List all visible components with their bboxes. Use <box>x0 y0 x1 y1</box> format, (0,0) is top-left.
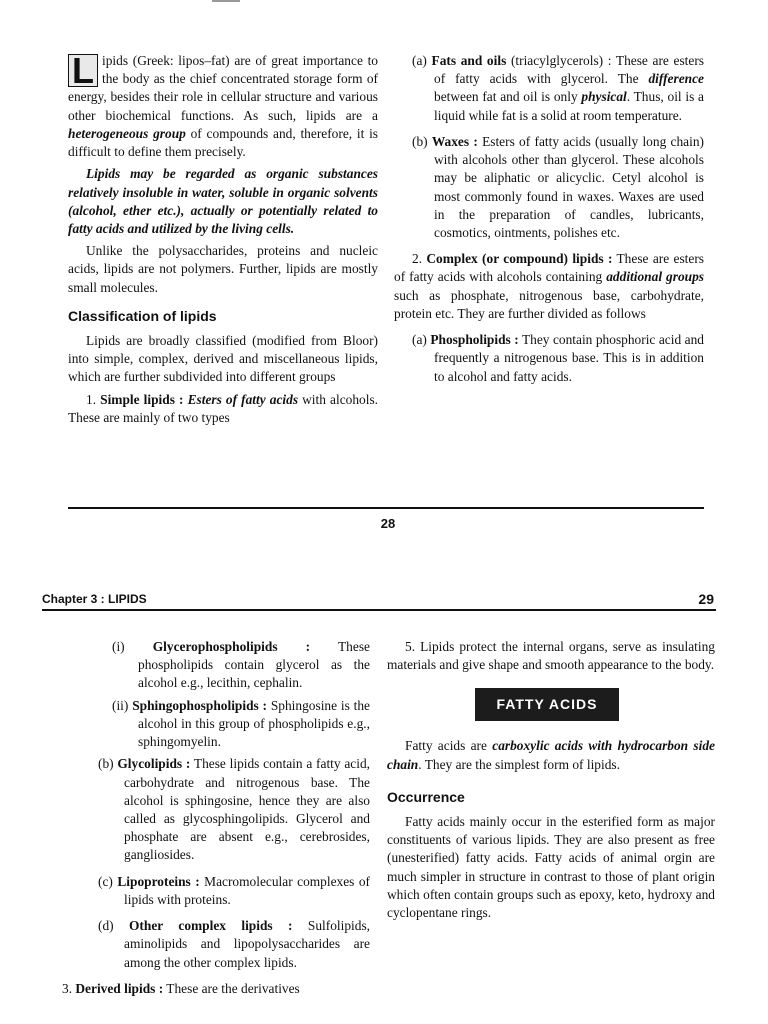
waxes-item: (b) Waxes : Esters of fatty acids (usually long chain) with alcohols other than glycerol. These alcohols may be aliphatic or alicyclic. Cetyl alcohol is most commonly found in waxes. Waxes are used in the preparation of candles, lubricants, cosmotics, ointments, polishes etc. <box>412 133 704 240</box>
other-complex-lipids-item: (d) Other complex lipids : Sulfolipids, aminolipids and lipopolysaccharides are among the other complex lipids. <box>98 918 371 970</box>
derived-lipids-label: Derived lipids : <box>75 980 164 996</box>
simple-lipids-label: Simple lipids : <box>100 391 184 407</box>
fatty-acids-section-heading: FATTY ACIDS <box>475 688 619 721</box>
fatty-acids-definition: Fatty acids are carboxylic acids with hydrocarbon side chain. They are the simplest form of lipids. <box>387 738 715 772</box>
complex-lipids-paragraph: 2. Complex (or compound) lipids : These are esters of fatty acids with alcohols containing additional groups such as phosphate, nitrogenous base, carbohydrate, protein etc. They are further divided as follows <box>394 251 705 321</box>
definition-paragraph: Lipids may be regarded as organic substances relatively insoluble in water, soluble in organic solvents (alcohol, ether etc.), actually or potentially related to fatty acids and utilized by the living cells. <box>68 166 378 236</box>
glycolipids-label: Glycolipids : <box>117 756 191 772</box>
other-complex-lipids-label: Other complex lipids : <box>129 918 293 934</box>
glycerophospholipids-label: Glycerophospholipids : <box>152 639 311 654</box>
sphingophospholipids-item: (ii) Sphingophospholipids : Sphingosine is the alcohol in this group of phospholipids e.g., sphingomyelin. <box>112 697 370 750</box>
classification-heading: Classification of lipids <box>68 307 217 324</box>
simple-lipids-paragraph: 1. Simple lipids : Esters of fatty acids with alcohols. These are mainly of two types <box>68 391 379 425</box>
intro-end: of compounds and, therefore, it is difficult to define them precisely. <box>68 125 379 160</box>
page29-header-rule <box>42 609 716 611</box>
top-edge-mark <box>212 0 240 2</box>
page28-bottom-rule <box>68 507 704 509</box>
complex-lipids-label: Complex (or compound) lipids : <box>426 251 613 267</box>
drop-cap: L <box>68 54 98 87</box>
page28-right-column <box>394 52 704 386</box>
classification-paragraph: Lipids are broadly classified (modified from Bloor) into simple, complex, derived and miscellaneous lipids, which are further subdivided into different groups <box>68 332 378 385</box>
phospholipids-label: Phospholipids : <box>430 332 519 348</box>
page-number-28: 28 <box>380 516 396 531</box>
unlike-paragraph: Unlike the polysaccharides, proteins and nucleic acids, lipids are not polymers. Further, lipids are mostly small molecules. <box>68 243 378 295</box>
sphingophospholipids-label: Sphingophospholipids : <box>132 697 268 713</box>
phospholipids-item: (a) Phospholipids : They contain phosphoric acid and frequently a nitrogenous base. This is in addition to alcohol and fatty acids. <box>412 332 704 384</box>
occurrence-paragraph: Fatty acids mainly occur in the esterified form as major constituents of various lipids. They are also present as free (unesterified) fatty acids. Fatty acids of animal orgin are much simpler in structure in contrast to those of plant origin which often contain groups such as epoxy, keto, hydroxy and cyclopentane rings. <box>387 813 715 921</box>
page28-left-column <box>68 52 378 427</box>
intro-emphasis: heterogeneous group <box>68 125 186 141</box>
lipoproteins-item: (c) Lipoproteins : Macromolecular complexes of lipids with proteins. <box>98 873 371 907</box>
lipoproteins-label: Lipoproteins : <box>117 873 200 889</box>
page29-left-column <box>40 638 370 998</box>
page-number-29: 29 <box>698 591 714 607</box>
glycerophospholipids-item: (i) Glycerophospholipids : These phospholipids contain glycerol as the alcohol e.g., lecithin, cephalin. <box>112 639 370 691</box>
waxes-label: Waxes : <box>431 133 478 149</box>
occurrence-heading: Occurrence <box>387 788 465 805</box>
fats-oils-label: Fats and oils <box>431 53 507 68</box>
derived-lipids-paragraph: 3. Derived lipids : These are the derivatives <box>62 980 300 996</box>
page29-right-column <box>387 638 715 922</box>
intro-paragraph <box>68 52 378 161</box>
intro-text: ipids (Greek: lipos–fat) are of great importance to the body as the chief concentrated storage form of energy, besides their role in cellular structure and various other biochemical functions. As such, lipids are a <box>68 53 378 123</box>
fats-oils-item: (a) Fats and oils (triacylglycerols) : These are esters of fatty acids with glycerol. The difference between fat and oil is only physical. Thus, oil is a liquid while fat is a solid at room temperature. <box>412 53 704 123</box>
glycolipids-item: (b) Glycolipids : These lipids contain a fatty acid, carbohydrate and nitrogenous base. The alcohol is sphingosine, hence they are also called as glycosphingolipids. Glycerol and phosphate are absent e.g., cerebrosides, gangliosides. <box>98 756 371 863</box>
protect-paragraph: 5. Lipids protect the internal organs, serve as insulating materials and give shape and smooth appearance to the body. <box>387 639 715 673</box>
running-header-chapter: Chapter 3 : LIPIDS <box>42 592 147 606</box>
